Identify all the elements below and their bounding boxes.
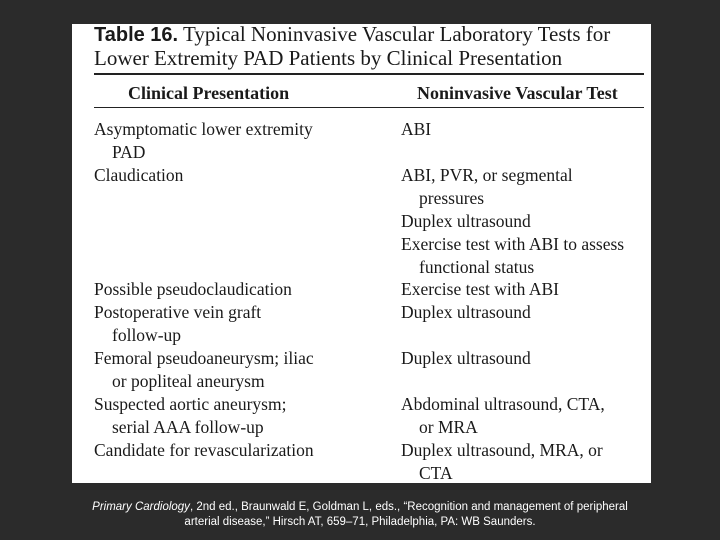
test-cell	[401, 347, 651, 370]
presentation-line: PAD	[112, 142, 146, 162]
test-line: Exercise test with ABI to assess	[401, 234, 625, 254]
presentation-cell	[94, 393, 384, 439]
table-panel	[72, 24, 651, 483]
presentation-line: Claudication	[94, 165, 184, 185]
header-bottom-rule	[94, 107, 644, 108]
presentation-cell	[94, 118, 384, 164]
test-line: or MRA	[419, 417, 478, 437]
title-line-2: Lower Extremity PAD Patients by Clinical Presentation	[94, 46, 563, 70]
test-line: functional status	[419, 257, 535, 277]
title-line-1	[94, 23, 649, 47]
presentation-line: Suspected aortic aneurysm;	[94, 394, 287, 414]
title-text-1: Typical Noninvasive Vascular Laboratory Tests for	[183, 22, 611, 46]
presentation-line: Postoperative vein graft	[94, 302, 262, 322]
presentation-cell	[94, 347, 384, 393]
presentation-line: follow-up	[112, 325, 182, 345]
presentation-line: Femoral pseudoaneurysm; iliac	[94, 348, 314, 368]
presentation-line: or popliteal aneurysm	[112, 371, 265, 391]
test-line: CTA	[419, 463, 453, 483]
test-line: Duplex ultrasound, MRA, or	[401, 440, 603, 460]
presentation-line: serial AAA follow-up	[112, 417, 264, 437]
presentation-line: Possible pseudoclaudication	[94, 279, 292, 299]
test-line: Duplex ultrasound	[401, 302, 531, 322]
test-cell	[401, 278, 651, 301]
test-line: Abdominal ultrasound, CTA,	[401, 394, 605, 414]
column-header-test: Noninvasive Vascular Test	[417, 83, 618, 103]
presentation-cell	[94, 439, 384, 462]
source-caption	[60, 500, 660, 530]
presentation-cell	[94, 301, 384, 347]
presentation-cell	[94, 278, 384, 301]
test-line: Duplex ultrasound	[401, 211, 531, 231]
test-cell	[401, 118, 651, 141]
test-cell	[401, 164, 651, 279]
table-number: Table 16.	[94, 24, 179, 46]
caption-line-2: arterial disease,” Hirsch AT, 659–71, Philadelphia, PA: WB Saunders.	[184, 516, 536, 528]
presentation-line: Asymptomatic lower extremity	[94, 119, 313, 139]
column-header-presentation: Clinical Presentation	[128, 83, 290, 103]
caption-source-title: Primary Cardiology	[92, 501, 190, 513]
presentation-line: Candidate for revascularization	[94, 440, 314, 460]
test-line: Duplex ultrasound	[401, 348, 531, 368]
test-line: Exercise test with ABI	[401, 279, 559, 299]
header-top-rule	[94, 73, 644, 75]
test-cell	[401, 393, 651, 439]
test-cell	[401, 439, 651, 485]
caption-line-1	[60, 500, 660, 515]
table-title	[94, 23, 649, 70]
caption-line-1-text: , 2nd ed., Braunwald E, Goldman L, eds., “Recognition and management of peripheral	[189, 501, 628, 513]
presentation-cell	[94, 164, 384, 187]
test-line: ABI	[401, 119, 432, 139]
test-line: ABI, PVR, or segmental	[401, 165, 573, 185]
test-cell	[401, 301, 651, 324]
test-line: pressures	[419, 188, 485, 208]
